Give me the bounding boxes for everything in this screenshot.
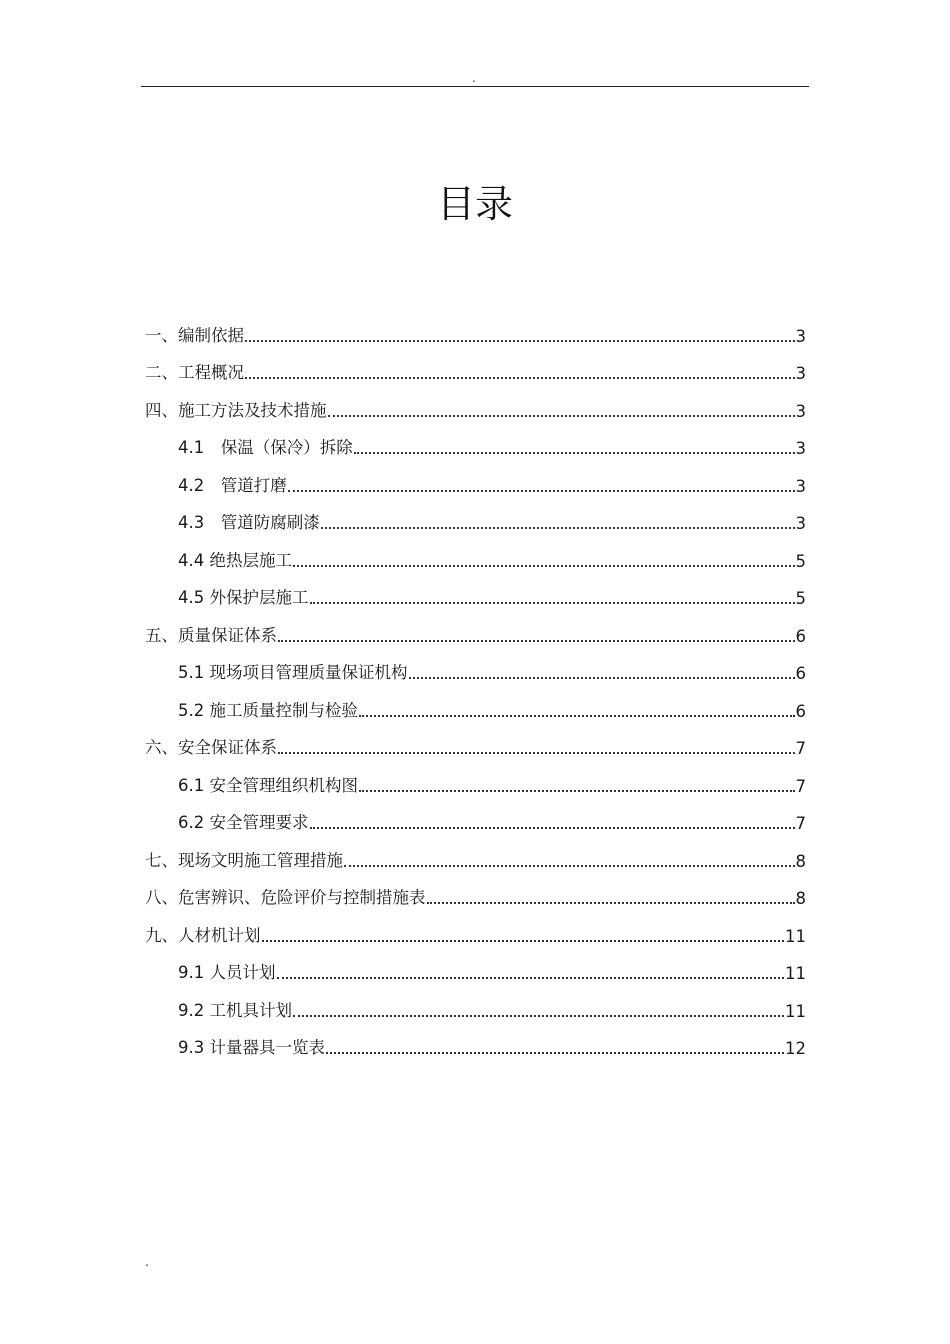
toc-leader-dots [359,789,795,792]
toc-entry-text: 4.3 管道防腐刷漆 [178,513,320,532]
toc-leader-dots [344,864,795,867]
toc-leader-dots [310,826,795,829]
toc-entry-text: 5.1 现场项目管理质量保证机构 [178,663,408,682]
toc-entry-text: 6.2 安全管理要求 [178,813,309,832]
toc-leader-dots [321,526,795,529]
toc-entry-page: 6 [795,664,806,683]
toc-entry-text: 6.1 安全管理组织机构图 [178,775,358,795]
toc-leader-dots [278,639,795,642]
toc-leader-dots [277,976,785,979]
toc-leader-dots [245,376,795,379]
toc-entry-text: 9.1 人员计划 [178,963,276,982]
toc-leader-dots [262,939,785,942]
toc-entry[interactable] [145,608,806,646]
toc-entry-text: 一、编制依据 [145,325,244,345]
toc-entry-text: 4.5 外保护层施工 [178,588,309,607]
toc-leader-dots [293,1014,784,1017]
toc-entry-page: 7 [795,739,806,758]
toc-leader-dots [245,339,795,342]
page-title: 目录 [436,182,513,226]
toc-leader-dots [328,414,795,417]
toc-entry[interactable] [145,983,806,1021]
toc-entry-page: 5 [795,589,806,608]
toc-entry-page: 7 [795,776,806,796]
footer-mark: . [145,1255,149,1269]
toc-entry-page: 3 [795,514,806,533]
table-of-contents [145,308,806,1058]
toc-entry[interactable] [145,833,806,871]
toc-entry[interactable] [145,683,806,721]
header-rule [141,86,809,87]
toc-leader-dots [278,751,795,754]
toc-entry-page: 11 [785,964,806,983]
toc-leader-dots [310,601,795,604]
toc-entry[interactable] [145,721,806,759]
toc-entry[interactable] [145,646,806,684]
toc-entry-page: 3 [795,326,806,346]
toc-entry[interactable] [145,946,806,984]
toc-entry-page: 11 [785,1001,806,1021]
toc-entry-text: 九、人材机计划 [145,925,261,945]
toc-entry[interactable] [145,1021,806,1059]
toc-entry[interactable] [145,458,806,496]
toc-entry-text: 9.3 计量器具一览表 [178,1038,325,1057]
toc-entry[interactable] [145,346,806,384]
toc-entry[interactable] [145,871,806,909]
toc-entry-page: 12 [785,1039,806,1058]
toc-entry-page: 3 [795,476,806,496]
toc-entry-text: 五、质量保证体系 [145,625,277,645]
toc-entry[interactable] [145,533,806,571]
toc-entry[interactable] [145,796,806,834]
header-mark: . [472,71,476,85]
toc-entry[interactable] [145,571,806,609]
toc-entry-text: 5.2 施工质量控制与检验 [178,700,358,720]
toc-entry-page: 7 [795,814,806,833]
toc-entry-page: 6 [795,701,806,721]
toc-leader-dots [293,564,795,567]
toc-leader-dots [409,676,795,679]
toc-entry[interactable] [145,908,806,946]
toc-entry-text: 9.2 工机具计划 [178,1000,292,1020]
toc-entry-text: 七、现场文明施工管理措施 [145,850,343,870]
toc-leader-dots [326,1051,784,1054]
toc-leader-dots [427,901,795,904]
toc-entry[interactable] [145,421,806,459]
toc-entry-text: 4.2 管道打磨 [178,475,287,495]
toc-entry-page: 5 [795,551,806,571]
toc-entry[interactable] [145,758,806,796]
toc-entry-page: 6 [795,626,806,646]
toc-entry-text: 4.4 绝热层施工 [178,550,292,570]
toc-entry-text: 二、工程概况 [145,363,244,382]
toc-leader-dots [359,714,795,717]
toc-entry-page: 8 [795,889,806,908]
toc-leader-dots [288,489,795,492]
toc-entry[interactable] [145,308,806,346]
toc-entry-text: 4.1 保温（保冷）拆除 [178,438,353,457]
toc-entry-page: 3 [795,364,806,383]
toc-entry-page: 3 [795,401,806,421]
toc-leader-dots [354,451,795,454]
toc-entry-text: 六、安全保证体系 [145,738,277,757]
toc-entry-page: 3 [795,439,806,458]
toc-entry-page: 11 [785,926,806,946]
toc-entry[interactable] [145,383,806,421]
toc-entry-text: 四、施工方法及技术措施 [145,400,327,420]
toc-entry-page: 8 [795,851,806,871]
toc-entry[interactable] [145,496,806,534]
toc-entry-text: 八、危害辨识、危险评价与控制措施表 [145,888,426,907]
